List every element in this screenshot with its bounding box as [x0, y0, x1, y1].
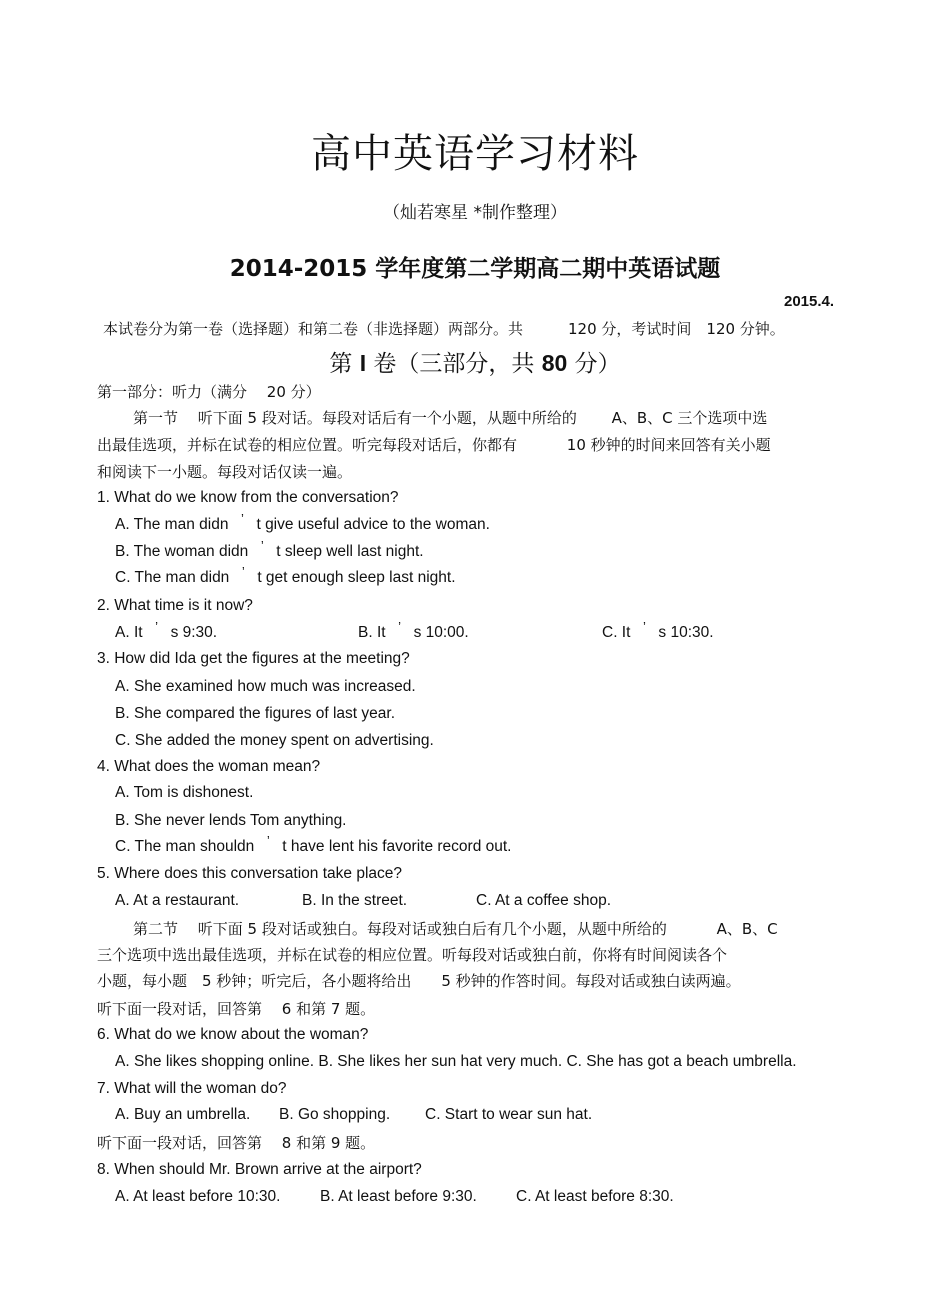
exam-intro: 本试卷分为第一卷（选择题）和第二卷（非选择题）两部分。共 120 分，考试时间 120 分钟。 — [103, 320, 785, 338]
volume-score: 80 — [541, 350, 568, 376]
section-2-line: 三个选项中选出最佳选项，并标在试卷的相应位置。听每段对话或独白前，你将有时间阅读各个 — [97, 946, 728, 964]
volume-number: I — [359, 350, 367, 376]
q7-option-a: A. Buy an umbrella. — [115, 1106, 251, 1123]
q2-option-a: A. It ’ s 9:30. — [115, 619, 218, 641]
q1-option-a: A. The man didn ’ t give useful advice to the woman. — [115, 511, 490, 533]
q4-option-a: A. Tom is dishonest. — [115, 784, 254, 801]
question-8: 8. When should Mr. Brown arrive at the airport? — [97, 1161, 422, 1178]
q1-option-c: C. The man didn ’ t get enough sleep last night. — [115, 564, 456, 586]
q3-option-a: A. She examined how much was increased. — [115, 678, 416, 695]
q2-option-c: C. It ’ s 10:30. — [602, 619, 714, 641]
exam-date: 2015.4. — [784, 293, 835, 310]
section-1-line: 和阅读下一小题。每段对话仅读一遍。 — [97, 463, 353, 481]
listening-instruction: 听下面一段对话，回答第 6 和第 7 题。 — [97, 1000, 376, 1018]
question-1: 1. What do we know from the conversation? — [97, 489, 399, 506]
q4-option-c: C. The man shouldn ’ t have lent his favorite record out. — [115, 833, 512, 855]
volume-suffix: 分） — [574, 351, 621, 377]
exam-title: 2014-2015 学年度第二学期高二期中英语试题 — [229, 256, 721, 282]
q4-option-b: B. She never lends Tom anything. — [115, 812, 347, 829]
q3-option-b: B. She compared the figures of last year. — [115, 705, 396, 722]
q8-option-a: A. At least before 10:30. — [115, 1188, 281, 1205]
question-4: 4. What does the woman mean? — [97, 758, 321, 775]
q5-option-a: A. At a restaurant. — [115, 892, 240, 909]
page-title: 高中英语学习材料 — [311, 131, 639, 177]
q5-option-b: B. In the street. — [302, 892, 408, 909]
question-5: 5. Where does this conversation take place? — [97, 865, 403, 882]
question-2: 2. What time is it now? — [97, 597, 253, 614]
listening-instruction: 听下面一段对话，回答第 8 和第 9 题。 — [97, 1134, 376, 1152]
question-3: 3. How did Ida get the figures at the meeting? — [97, 650, 410, 667]
question-7: 7. What will the woman do? — [97, 1080, 287, 1097]
q8-option-c: C. At least before 8:30. — [516, 1188, 674, 1205]
q8-option-b: B. At least before 9:30. — [320, 1188, 477, 1205]
q7-option-b: B. Go shopping. — [279, 1106, 391, 1123]
section-1-line: 第一节 听下面 5 段对话。每段对话后有一个小题，从题中所给的 A、B、C 三个选项中选 — [133, 409, 768, 427]
q3-option-c: C. She added the money spent on advertising. — [115, 732, 434, 749]
volume-prefix: 第 — [329, 351, 353, 377]
section-2-line: 小题，每小题 5 秒钟；听完后，各小题将给出 5 秒钟的作答时间。每段对话或独白读两遍。 — [97, 972, 741, 990]
section-1-line: 出最佳选项，并标在试卷的相应位置。听完每段对话后，你都有 10 秒钟的时间来回答有关小题 — [97, 436, 771, 454]
volume-mid: 卷（三部分，共 — [373, 351, 535, 377]
part-1-heading: 第一部分：听力（满分 20 分） — [97, 383, 321, 401]
q2-option-b: B. It ’ s 10:00. — [358, 619, 469, 641]
question-6: 6. What do we know about the woman? — [97, 1026, 369, 1043]
page-subtitle: （灿若寒星 *制作整理） — [383, 203, 567, 223]
section-2-line: 第二节 听下面 5 段对话或独白。每段对话或独白后有几个小题，从题中所给的 A、B、C — [133, 920, 778, 938]
q7-option-c: C. Start to wear sun hat. — [425, 1106, 593, 1123]
q1-option-b: B. The woman didn ’ t sleep well last night. — [115, 538, 424, 560]
q5-option-c: C. At a coffee shop. — [476, 892, 611, 909]
volume-heading — [0, 345, 950, 378]
q6-options: A. She likes shopping online. B. She likes her sun hat very much. C. She has got a beach umbrella. — [115, 1053, 797, 1070]
